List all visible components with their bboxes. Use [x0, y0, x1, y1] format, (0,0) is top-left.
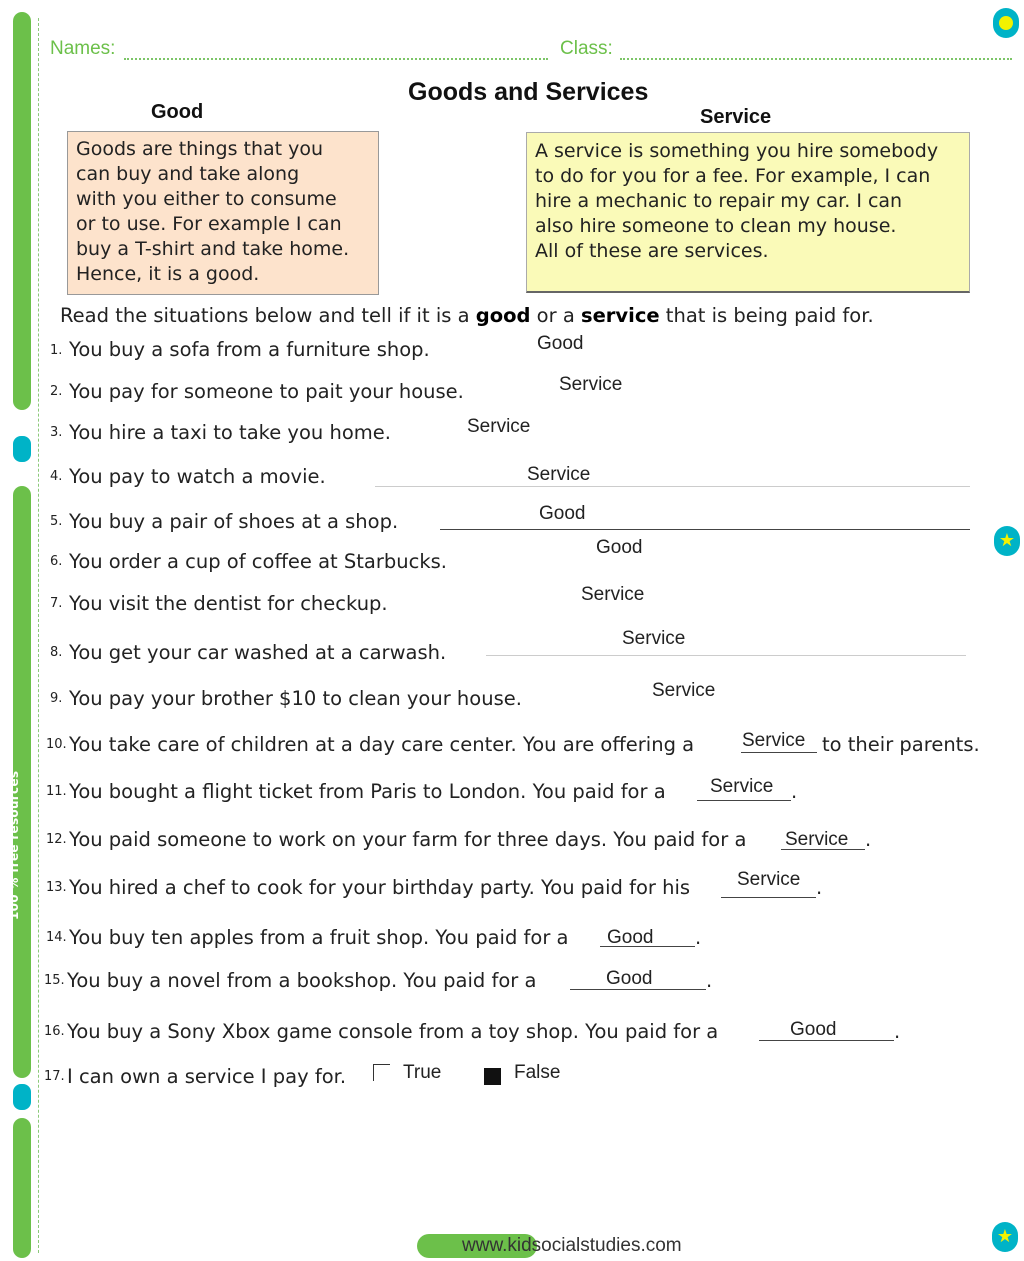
answer-line[interactable]: [570, 989, 706, 990]
question-number: 12.: [46, 832, 67, 847]
question-number: 9.: [50, 691, 63, 706]
question-number: 13.: [46, 880, 67, 895]
question-text: You buy a novel from a bookshop. You paid for a: [67, 969, 537, 992]
side-rail-dot-2: [13, 1084, 31, 1110]
question-number: 15.: [44, 973, 65, 988]
good-definition-box: [67, 131, 379, 295]
service-line: to do for you for a fee. For example, I can: [535, 165, 931, 187]
names-label: Names:: [50, 38, 116, 59]
service-line: also hire someone to clean my house.: [535, 215, 897, 237]
service-line: A service is something you hire somebody: [535, 140, 939, 162]
question-text-after: .: [695, 926, 702, 949]
answer[interactable]: Good: [606, 968, 653, 989]
side-rail-dot: [13, 436, 31, 462]
question-text: You buy ten apples from a fruit shop. You paid for a: [69, 926, 569, 949]
answer[interactable]: Good: [790, 1019, 837, 1040]
question-text: You hire a taxi to take you home.: [69, 421, 391, 444]
good-line: Hence, it is a good.: [76, 263, 260, 285]
good-heading: Good: [151, 101, 204, 123]
question-text-after: .: [706, 969, 713, 992]
question-number: 17.: [44, 1069, 65, 1084]
good-line: Goods are things that you: [76, 138, 324, 160]
page-title: Goods and Services: [408, 78, 649, 106]
question-number: 10.: [46, 737, 67, 752]
side-label: 100 % free resources: [7, 770, 21, 920]
question-text: You pay your brother $10 to clean your house.: [69, 687, 522, 710]
question-number: 8.: [50, 645, 63, 660]
answer[interactable]: Service: [785, 829, 849, 850]
question-text: You take care of children at a day care center. You are offering a: [69, 733, 695, 756]
service-heading: Service: [700, 106, 772, 128]
answer[interactable]: Service: [710, 776, 774, 797]
question-text: You bought a flight ticket from Paris to London. You paid for a: [69, 780, 666, 803]
answer[interactable]: Service: [622, 628, 686, 649]
star-badge-icon: ★: [994, 526, 1020, 556]
question-number: 5.: [50, 514, 63, 529]
false-checkbox-checked[interactable]: [484, 1068, 501, 1085]
true-label: True: [403, 1062, 442, 1083]
question-text: You visit the dentist for checkup.: [69, 592, 388, 615]
question-text-after: to their parents.: [822, 733, 980, 756]
good-line: can buy and take along: [76, 163, 300, 185]
answer-line[interactable]: [697, 800, 791, 801]
answer[interactable]: Good: [607, 927, 654, 948]
margin-line: [38, 18, 39, 1253]
answer-line[interactable]: [781, 849, 865, 850]
service-line: All of these are services.: [535, 240, 769, 262]
service-definition-box: [526, 132, 970, 293]
question-text-after: .: [894, 1020, 901, 1043]
answer-line[interactable]: [759, 1040, 894, 1041]
true-checkbox[interactable]: [373, 1064, 390, 1081]
good-line: with you either to consume: [76, 188, 337, 210]
footer-url[interactable]: www.kidsocialstudies.com: [462, 1235, 682, 1256]
answer-line[interactable]: [600, 946, 695, 947]
false-label: False: [514, 1062, 561, 1083]
star-badge-icon: ★: [992, 1222, 1018, 1252]
question-number: 16.: [44, 1024, 65, 1039]
circle-badge-icon: [993, 8, 1019, 38]
question-number: 6.: [50, 554, 63, 569]
instructions: Read the situations below and tell if it is a good or a service that is being paid for.: [60, 304, 874, 327]
question-text: You buy a sofa from a furniture shop.: [69, 338, 430, 361]
answer[interactable]: Good: [537, 333, 584, 354]
service-line: hire a mechanic to repair my car. I can: [535, 190, 903, 212]
answer[interactable]: Service: [559, 374, 623, 395]
answer-line[interactable]: [741, 752, 817, 753]
answer-line[interactable]: [486, 655, 966, 656]
question-text: You order a cup of coffee at Starbucks.: [69, 550, 447, 573]
question-number: 7.: [50, 596, 63, 611]
good-line: or to use. For example I can: [76, 213, 342, 235]
answer-line[interactable]: [375, 486, 970, 487]
class-line[interactable]: [620, 58, 1012, 60]
question-number: 3.: [50, 425, 63, 440]
names-line[interactable]: [124, 58, 548, 60]
question-text-after: .: [816, 876, 823, 899]
question-text: You hired a chef to cook for your birthday party. You paid for his: [69, 876, 691, 899]
question-number: 2.: [50, 384, 63, 399]
answer[interactable]: Service: [527, 464, 591, 485]
answer[interactable]: Service: [581, 584, 645, 605]
answer-line[interactable]: [721, 897, 816, 898]
question-text-after: .: [791, 780, 798, 803]
question-text: You paid someone to work on your farm for three days. You paid for a: [69, 828, 747, 851]
answer[interactable]: Good: [596, 537, 643, 558]
question-text: You pay for someone to pait your house.: [69, 380, 464, 403]
answer[interactable]: Service: [737, 869, 801, 890]
question-number: 1.: [50, 343, 63, 358]
question-number: 14.: [46, 930, 67, 945]
question-number: 4.: [50, 469, 63, 484]
question-text: You buy a Sony Xbox game console from a toy shop. You paid for a: [67, 1020, 719, 1043]
class-label: Class:: [560, 38, 613, 59]
question-text: You buy a pair of shoes at a shop.: [69, 510, 399, 533]
side-rail-top: [13, 12, 31, 410]
good-line: buy a T-shirt and take home.: [76, 238, 350, 260]
answer[interactable]: Good: [539, 503, 586, 524]
question-text-after: .: [865, 828, 872, 851]
question-text: You get your car washed at a carwash.: [69, 641, 447, 664]
side-rail-bottom: [13, 1118, 31, 1258]
question-number: 11.: [46, 784, 67, 799]
question-text: You pay to watch a movie.: [69, 465, 326, 488]
question-text: I can own a service I pay for.: [67, 1065, 347, 1088]
answer-line[interactable]: [440, 529, 970, 530]
answer[interactable]: Service: [467, 416, 531, 437]
answer[interactable]: Service: [742, 730, 806, 751]
answer[interactable]: Service: [652, 680, 716, 701]
